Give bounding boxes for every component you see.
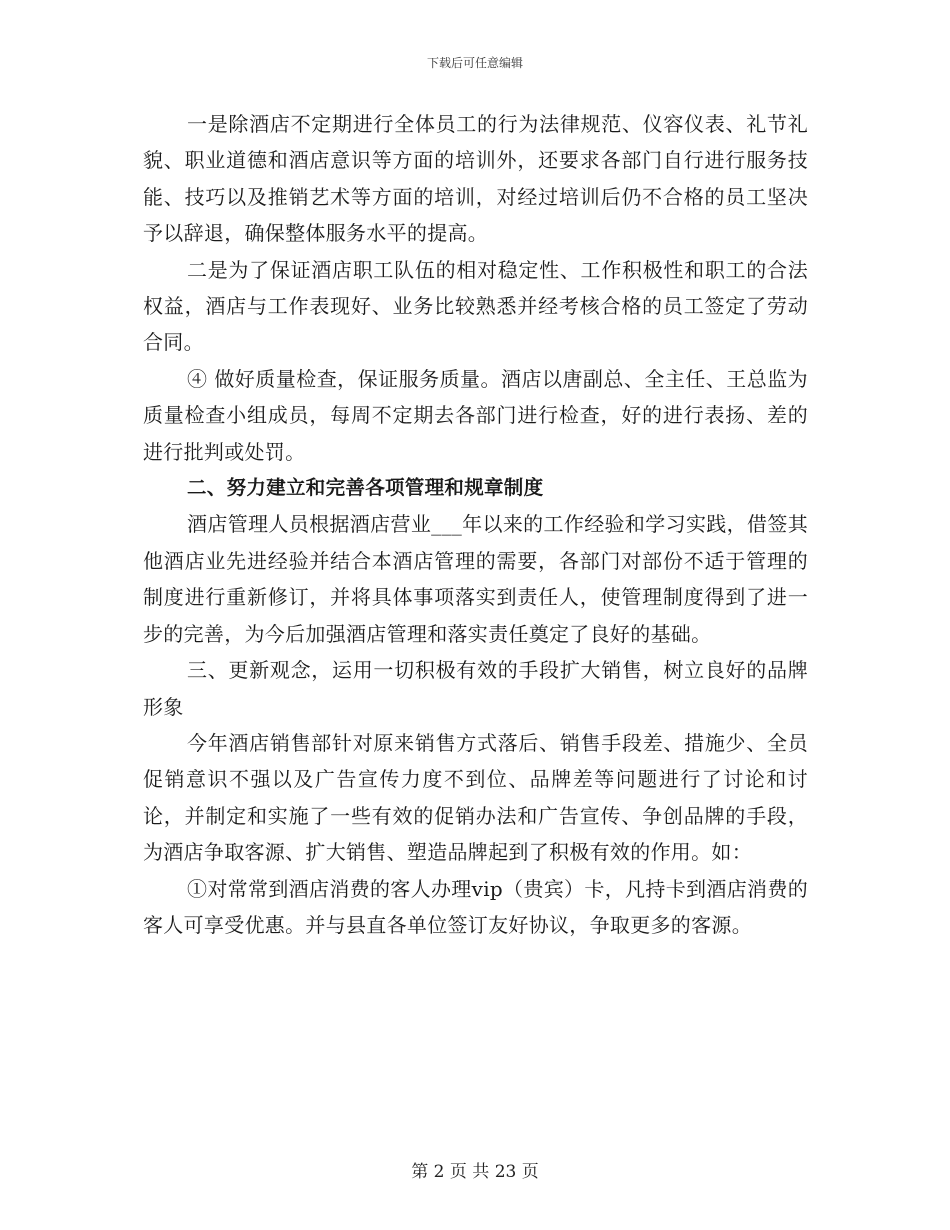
- page-footer: 第 2 页 共 23 页: [411, 1162, 539, 1182]
- document-body: [143, 106, 808, 943]
- paragraph-quality-check: ④ 做好质量检查，保证服务质量。酒店以唐副总、全主任、王总监为质量检查小组成员，每周不定期去各部门进行检查，好的进行表扬、差的进行批判或处罚。: [143, 366, 808, 464]
- paragraph-sales-promotion: 今年酒店销售部针对原来销售方式落后、销售手段差、措施少、全员促销意识不强以及广告宣传力度不到位、品牌差等问题进行了讨论和讨论，并制定和实施了一些有效的促销办法和广告宣传、争创品牌的手段，为酒店争取客源、扩大销售、塑造品牌起到了积极有效的作用。如：: [143, 730, 808, 865]
- section-heading-sales: 三、更新观念，运用一切积极有效的手段扩大销售，树立良好的品牌形象: [143, 658, 808, 719]
- section-heading-management: 二、努力建立和完善各项管理和规章制度: [187, 476, 544, 500]
- paragraph-management-rules: 酒店管理人员根据酒店营业___年以来的工作经验和学习实践，借签其他酒店业先进经验并结合本酒店管理的需要，各部门对部份不适于管理的制度进行重新修订，并将具体事项落实到责任人，使管理制度得到了进一步的完善，为今后加强酒店管理和落实责任奠定了良好的基础。: [143, 512, 808, 646]
- paragraph-training: 一是除酒店不定期进行全体员工的行为法律规范、仪容仪表、礼节礼貌、职业道德和酒店意识等方面的培训外，还要求各部门自行进行服务技能、技巧以及推销艺术等方面的培训，对经过培训后仍不合格的员工坚决予以辞退，确保整体服务水平的提高。: [143, 112, 808, 246]
- page-header: 下载后可任意编辑: [426, 56, 523, 70]
- paragraph-labor-contract: 二是为了保证酒店职工队伍的相对稳定性、工作积极性和职工的合法权益，酒店与工作表现好、业务比较熟悉并经考核合格的员工签定了劳动合同。: [143, 257, 808, 355]
- paragraph-vip-card: ①对常常到酒店消费的客人办理vip（贵宾）卡，凡持卡到酒店消费的客人可享受优惠。并与县直各单位签订友好协议，争取更多的客源。: [143, 876, 808, 937]
